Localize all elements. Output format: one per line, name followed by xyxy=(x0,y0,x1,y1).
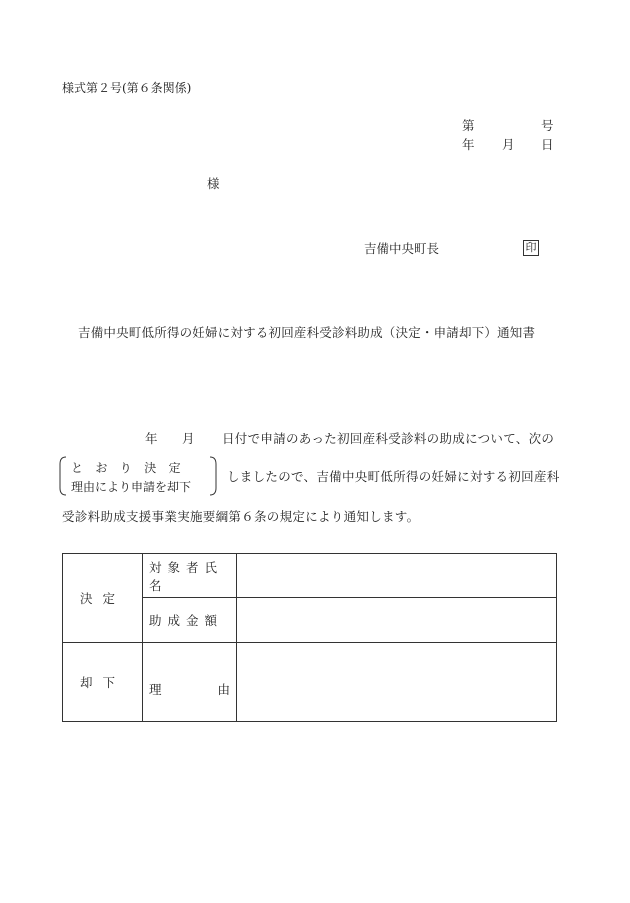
addressee-honorific: 様 xyxy=(207,176,220,191)
table-row xyxy=(63,554,557,598)
body-line-3: 受診料助成支援事業実施要綱第６条の規定により通知します。 xyxy=(62,509,420,524)
date-month-label: 月 xyxy=(502,137,515,152)
subject-name-label-cell xyxy=(143,554,237,598)
issuer-name: 吉備中央町長 xyxy=(364,241,440,256)
reason-label-first: 理 xyxy=(149,682,162,697)
seal-mark: 印 xyxy=(523,240,539,256)
decision-table xyxy=(62,553,557,722)
doc-number-suffix: 号 xyxy=(541,118,554,133)
body-line-2: しましたので、吉備中央町低所得の妊婦に対する初回産科 xyxy=(227,469,560,484)
form-number: 様式第２号(第６条関係) xyxy=(62,81,192,95)
rejection-label-cell xyxy=(63,643,143,722)
body-line-1: 日付で申請のあった初回産科受診料の助成について、次の xyxy=(222,431,555,446)
date-day-label: 日 xyxy=(541,137,554,152)
amount-label-cell xyxy=(143,598,237,643)
subject-name-label: 対象者氏名 xyxy=(149,559,224,593)
amount-label: 助成金額 xyxy=(149,613,224,628)
reason-label-second: 由 xyxy=(217,682,230,697)
subject-name-field[interactable] xyxy=(237,554,557,598)
reason-field[interactable] xyxy=(237,643,557,722)
amount-field[interactable] xyxy=(237,598,557,643)
body-year-label: 年 xyxy=(145,431,158,446)
doc-number-prefix: 第 xyxy=(462,118,475,133)
table-row xyxy=(63,643,557,722)
decision-label: 決定 xyxy=(79,591,125,606)
rejection-label: 却下 xyxy=(79,675,125,690)
choice-decision: とおり決定 xyxy=(71,461,194,475)
date-year-label: 年 xyxy=(462,137,475,152)
body-month-label: 月 xyxy=(182,431,195,446)
document-title: 吉備中央町低所得の妊婦に対する初回産科受診料助成（決定・申請却下）通知書 xyxy=(78,325,536,340)
decision-label-cell xyxy=(63,554,143,643)
reason-label-cell xyxy=(143,643,237,722)
choice-rejection: 理由により申請を却下 xyxy=(71,480,192,494)
